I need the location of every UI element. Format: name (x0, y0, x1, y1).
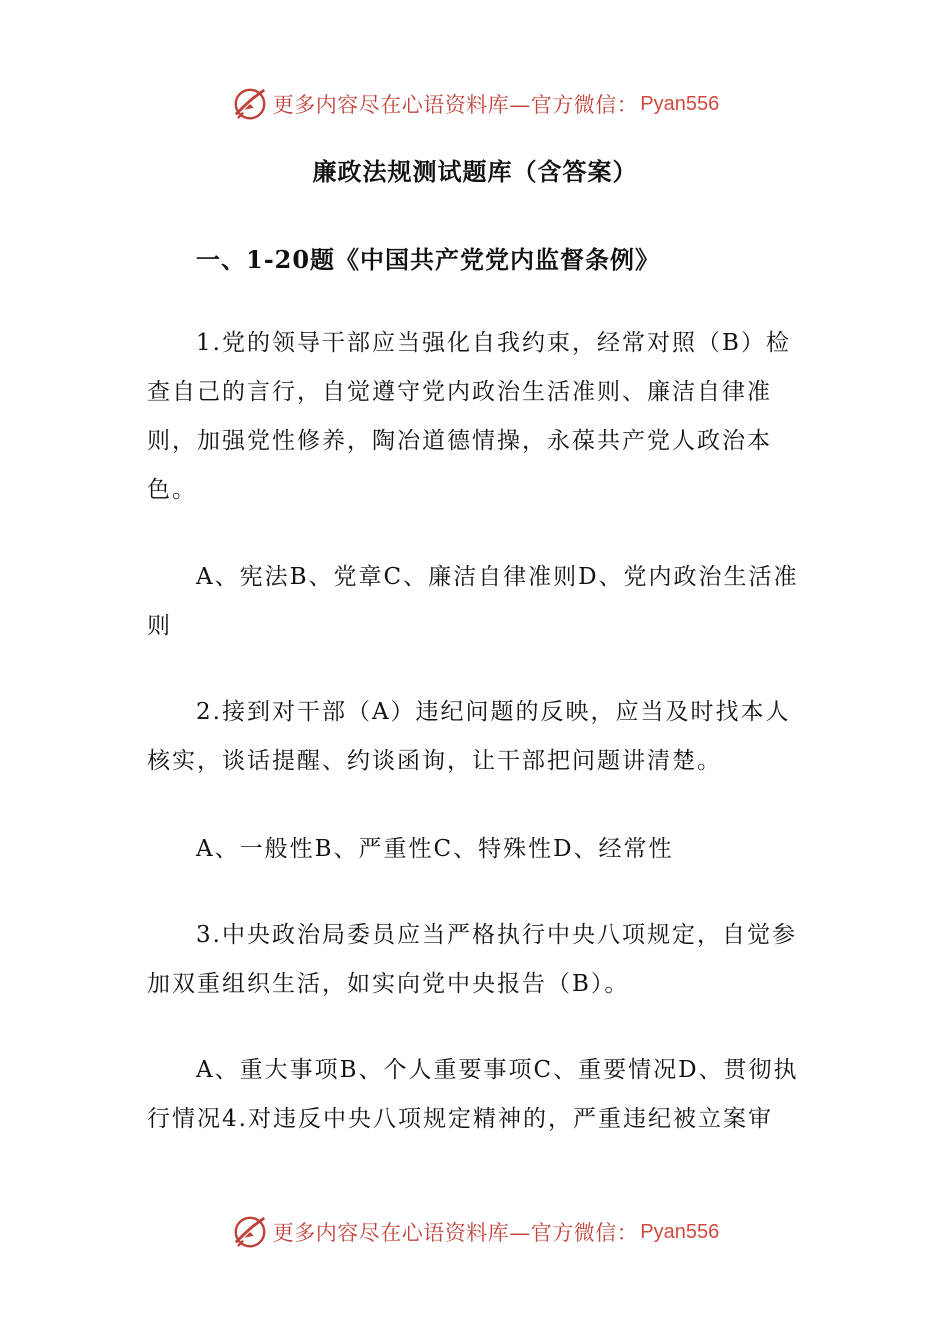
header-banner (0, 84, 950, 124)
banner-text: 更多内容尽在心语资料库—官方微信： (272, 93, 639, 117)
question-2-text: 2.接到对干部（A）违纪问题的反映，应当及时找本人核实，谈话提醒、约谈函询，让干部把问题讲清楚。 (147, 699, 791, 774)
document-title: 廉政法规测试题库（含答案） (312, 157, 638, 186)
banner-wechat-id: Pyan556 (640, 92, 720, 115)
section-heading: 一、1-20题《中国共产党党内监督条例》 (196, 245, 661, 274)
footer-banner (0, 1212, 950, 1252)
banner-wechat-id: Pyan556 (640, 1220, 720, 1243)
question-1-options: A、宪法B、党章C、廉洁自律准则D、党内政治生活准则 (147, 564, 799, 639)
pen-nib-logo-icon (231, 1213, 269, 1251)
pen-nib-logo-icon (231, 85, 269, 123)
question-3-text: 3.中央政治局委员应当严格执行中央八项规定，自觉参加双重组织生活，如实向党中央报告（B）。 (147, 922, 797, 997)
question-1-text: 1.党的领导干部应当强化自我约束，经常对照（B）检查自己的言行，自觉遵守党内政治生活准则、廉洁自律准则，加强党性修养，陶冶道德情操，永葆共产党人政治本色。 (147, 330, 791, 503)
banner-text: 更多内容尽在心语资料库—官方微信： (272, 1221, 639, 1245)
question-3-options: A、重大事项B、个人重要事项C、重要情况D、贯彻执行情况4.对违反中央八项规定精神的，严重违纪被立案审 (147, 1057, 799, 1132)
question-2-options: A、一般性B、严重性C、特殊性D、经常性 (196, 836, 674, 862)
